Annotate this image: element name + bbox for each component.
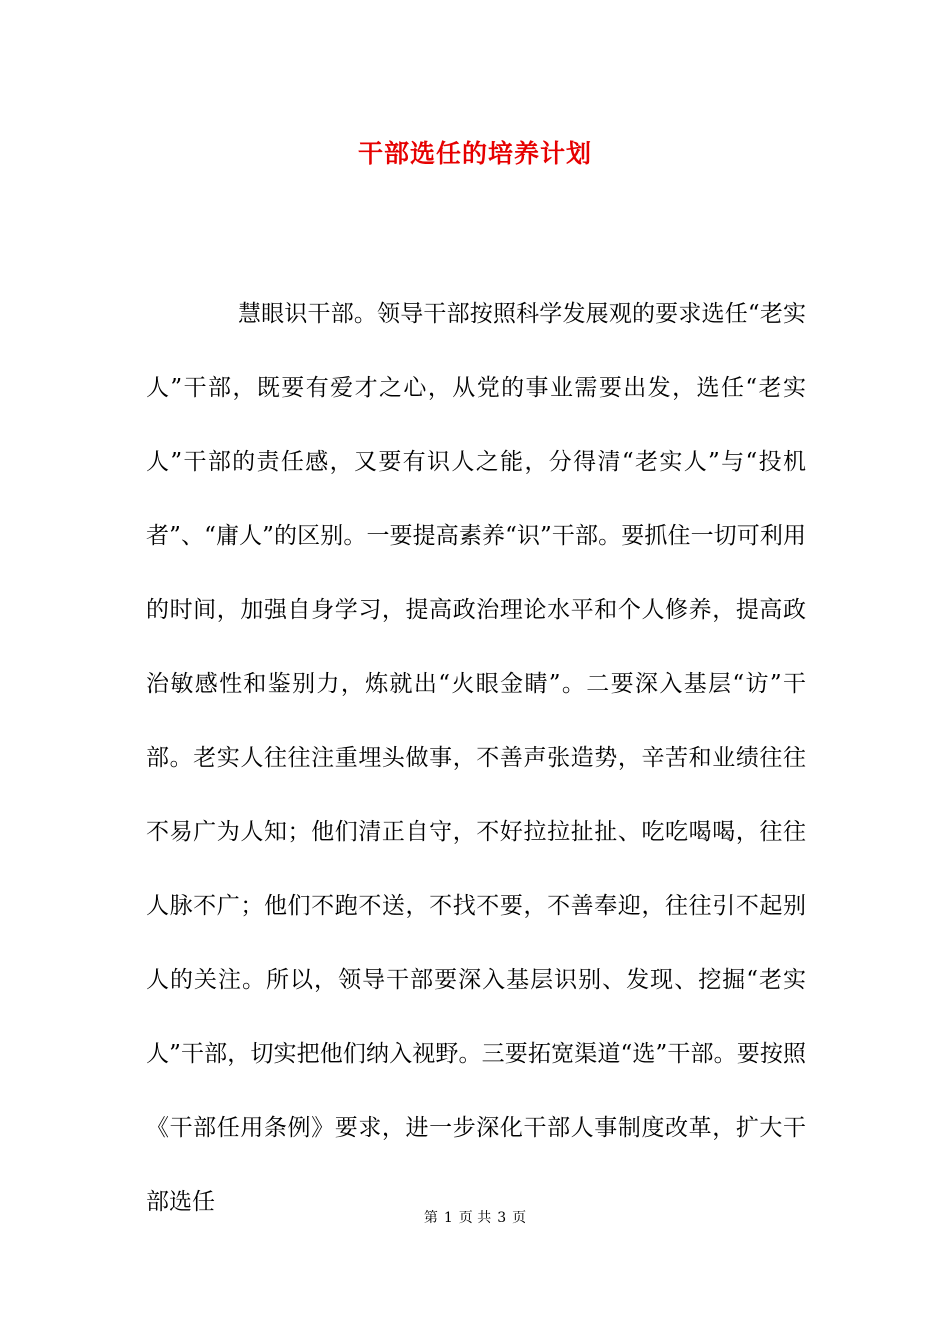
body-paragraph: 慧眼识干部。领导干部按照科学发展观的要求选任“老实人”干部，既要有爱才之心，从党的事业需要出发，选任“老实人”干部的责任感，又要有识人之能，分得清“老实人”与“投机者”、“庸人”的区别。一要提高素养“识”干部。要抓住一切可利用的时间，加强自身学习，提高政治理论水平和个人修养，提高政治敏感性和鉴别力，炼就出“火眼金睛”。二要深入基层“访”干部。老实人往往注重埋头做事，不善声张造势，辛苦和业绩往往不易广为人知；他们清正自守，不好拉拉扯扯、吃吃喝喝，往往人脉不广；他们不跑不送，不找不要，不善奉迎，往往引不起别人的关注。所以，领导干部要深入基层识别、发现、挖掘“老实人”干部，切实把他们纳入视野。三要拓宽渠道“选”干部。要按照《干部任用条例》要求，进一步深化干部人事制度改革，扩大干部选任 (146, 301, 806, 1215)
footer-current-page: 1 (443, 1210, 453, 1226)
document-title: 干部选任的培养计划 (357, 139, 592, 168)
page-footer (0, 1208, 950, 1228)
footer-total-pages: 3 (497, 1210, 507, 1226)
footer-middle: 页 共 (458, 1210, 492, 1226)
footer-suffix: 页 (512, 1210, 527, 1226)
footer-prefix: 第 (423, 1210, 438, 1226)
